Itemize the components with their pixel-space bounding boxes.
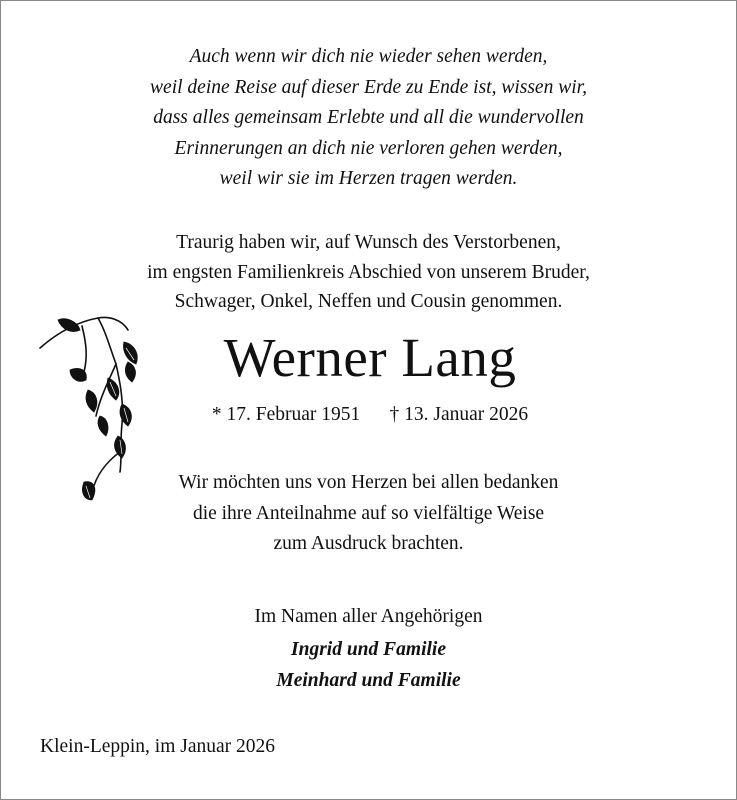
intro-line: Traurig haben wir, auf Wunsch des Verstorbenen, [176, 232, 561, 253]
deceased-name: Werner Lang [223, 327, 517, 388]
poem-line: weil deine Reise auf dieser Erde zu Ende ist, wissen wir, [150, 76, 587, 98]
signature-intro: Im Namen aller Angehörigen [254, 606, 483, 627]
thanks-text [0, 468, 737, 560]
poem-line: dass alles gemeinsam Erlebte und all die wundervollen [153, 107, 584, 128]
signature-families [0, 635, 737, 696]
intro-text [0, 228, 737, 317]
poem [0, 42, 737, 195]
intro-line: im engsten Familienkreis Abschied von unserem Bruder, [147, 261, 590, 283]
poem-line: weil wir sie im Herzen tragen werden. [219, 168, 518, 189]
thanks-line: die ihre Anteilnahme auf so vielfältige Weise [192, 502, 545, 524]
thanks-line: Wir möchten uns von Herzen bei allen bedanken [178, 472, 559, 493]
poem-line: Auch wenn wir dich nie wieder sehen werden, [189, 46, 548, 67]
death-date: † 13. Januar 2026 [389, 404, 529, 425]
thanks-line: zum Ausdruck brachten. [273, 533, 464, 554]
family-name: Ingrid und Familie [291, 639, 446, 660]
family-name: Meinhard und Familie [276, 669, 461, 691]
intro-line: Schwager, Onkel, Neffen und Cousin genommen. [174, 291, 563, 312]
life-dates [170, 400, 570, 430]
birth-date: * 17. Februar 1951 [211, 404, 361, 425]
poem-line: Erinnerungen an dich nie verloren gehen werden, [174, 137, 563, 159]
place-date: Klein-Leppin, im Januar 2026 [40, 736, 276, 757]
